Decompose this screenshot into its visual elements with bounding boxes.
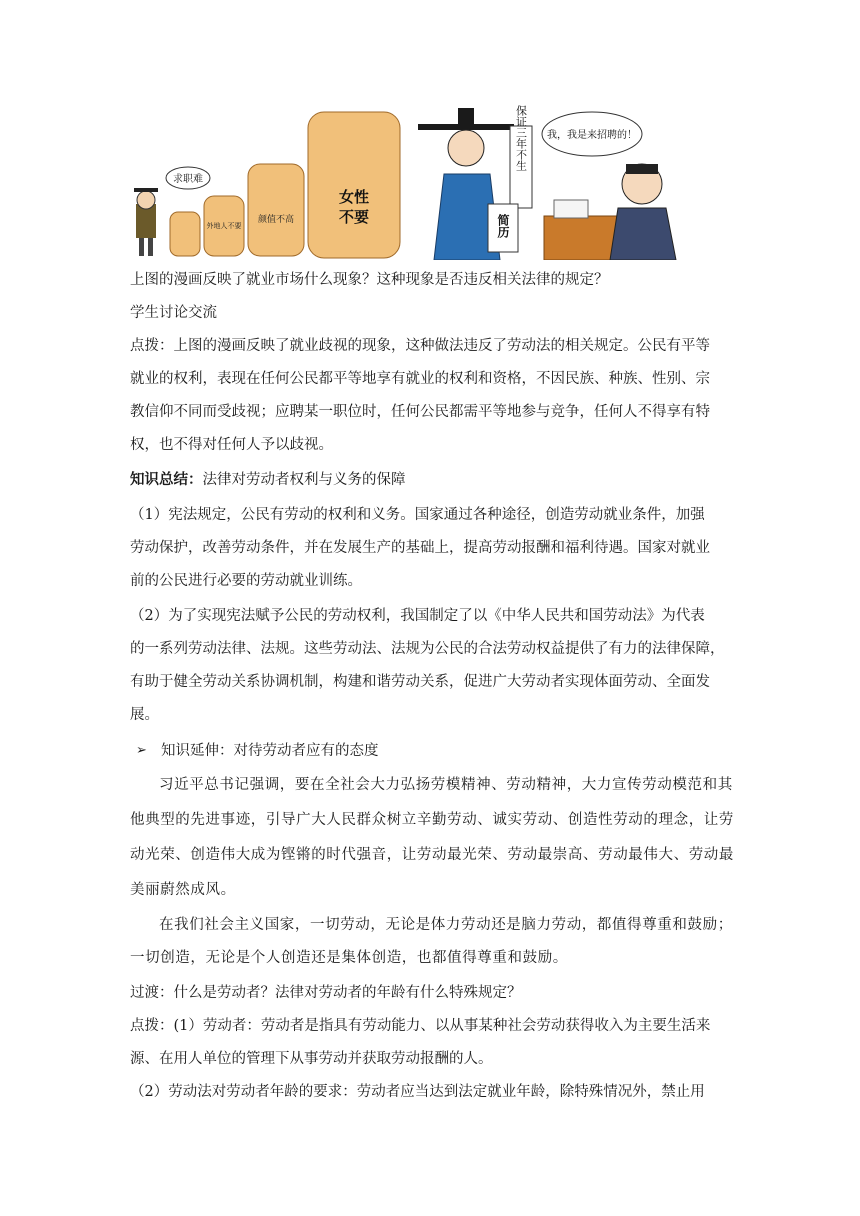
cartoon-interview-figure [414, 104, 687, 260]
speech-label: 我，我是来招聘的！ [547, 130, 637, 141]
interview-illustration [414, 104, 687, 260]
summary-point-line: 展。 [130, 707, 159, 723]
extension-paragraph-line: 动光荣、创造伟大成为铿锵的时代强音，让劳动最光荣、劳动最崇高、劳动最伟大、劳动最 [130, 847, 734, 863]
hand-largest-icon [308, 112, 400, 258]
hand-medium-icon [204, 196, 244, 256]
knowledge-summary-title: 法律对劳动者权利与义务的保障 [202, 472, 406, 488]
definition-line: 点拨：(1）劳动者：劳动者是指具有劳动能力、以从事某种社会劳动获得收入为主要生活来 [130, 1018, 711, 1034]
knowledge-summary-heading [130, 470, 406, 490]
summary-point-line: 前的公民进行必要的劳动就业训练。 [130, 573, 362, 589]
resume-icon [488, 204, 518, 252]
hand-large-icon [248, 164, 304, 256]
job-hard-label: 求职难 [173, 174, 203, 185]
out-of-town-label: 外地人不要 [206, 222, 242, 230]
female-label: 女性 [338, 188, 370, 206]
extension-paragraph-line: 在我们社会主义国家，一切劳动，无论是体力劳动还是脑力劳动，都值得尊重和鼓励； [159, 917, 733, 933]
question-text: 上图的漫画反映了就业市场什么现象？这种现象是否违反相关法律的规定？ [130, 272, 609, 288]
summary-point-line: （1）宪法规定，公民有劳动的权利和义务。国家通过各种途径，创造劳动就业条件，加强 [130, 507, 705, 523]
hint-paragraph-line: 权，也不得对任何人予以歧视。 [130, 437, 333, 453]
hint-paragraph-line: 就业的权利，表现在任何公民都平等地享有就业的权利和资格，不因民族、种族、性别、宗 [130, 371, 710, 387]
knowledge-summary-label: 知识总结： [130, 471, 203, 488]
hint-paragraph-line: 点拨：上图的漫画反映了就业歧视的现象，这种做法违反了劳动法的相关规定。公民有平等 [130, 338, 710, 354]
extension-paragraph-line: 美丽蔚然成风。 [130, 882, 236, 898]
banner-label: 保证三年不生 [514, 105, 528, 171]
extension-paragraph-line: 他典型的先进事迹，引导广大人民群众树立辛勤劳动、诚实劳动、创造性劳动的理念，让劳 [130, 812, 734, 828]
definition-line: 源、在用人单位的管理下从事劳动并获取劳动报酬的人。 [130, 1051, 493, 1067]
extension-paragraph-line: 习近平总书记强调，要在全社会大力弘扬劳模精神、劳动精神，大力宣传劳动模范和其 [159, 777, 733, 793]
not-wanted-label: 不要 [338, 208, 370, 226]
summary-point-line: 劳动保护，改善劳动条件，并在发展生产的基础上，提高劳动报酬和福利待遇。国家对就业 [130, 540, 710, 556]
speech-bubble-icon [542, 112, 642, 156]
bullet-arrow-icon: ➢ [136, 743, 147, 758]
hint-paragraph-line: 教信仰不同而受歧视；应聘某一职位时，任何公民都需平等地参与竞争，任何人不得享有特 [130, 404, 710, 420]
resume-label: 简历 [496, 214, 510, 238]
summary-point-line: 的一系列劳动法律、法规。这些劳动法、法规为公民的合法劳动权益提供了有力的法律保障， [130, 641, 725, 657]
definition-line: （2）劳动法对劳动者年龄的要求：劳动者应当达到法定就业年龄，除特殊情况外，禁止用 [130, 1084, 705, 1100]
transition-text: 过渡：什么是劳动者？法律对劳动者的年龄有什么特殊规定？ [130, 985, 522, 1001]
hand-small-icon [170, 212, 200, 256]
cartoon-hands-figure [130, 104, 405, 260]
summary-point-line: （2）为了实现宪法赋予公民的劳动权利，我国制定了以《中华人民共和国劳动法》为代表 [130, 608, 705, 624]
knowledge-extension-heading: 知识延伸：对待劳动者应有的态度 [161, 743, 379, 759]
hands-illustration [130, 104, 405, 260]
not-good-looking-label: 颜值不高 [257, 215, 295, 225]
discussion-text: 学生讨论交流 [130, 305, 217, 321]
summary-point-line: 有助于健全劳动关系协调机制，构建和谐劳动关系，促进广大劳动者实现体面劳动、全面发 [130, 674, 710, 690]
extension-paragraph-line: 一切创造，无论是个人创造还是集体创造，也都值得尊重和鼓励。 [130, 950, 568, 966]
